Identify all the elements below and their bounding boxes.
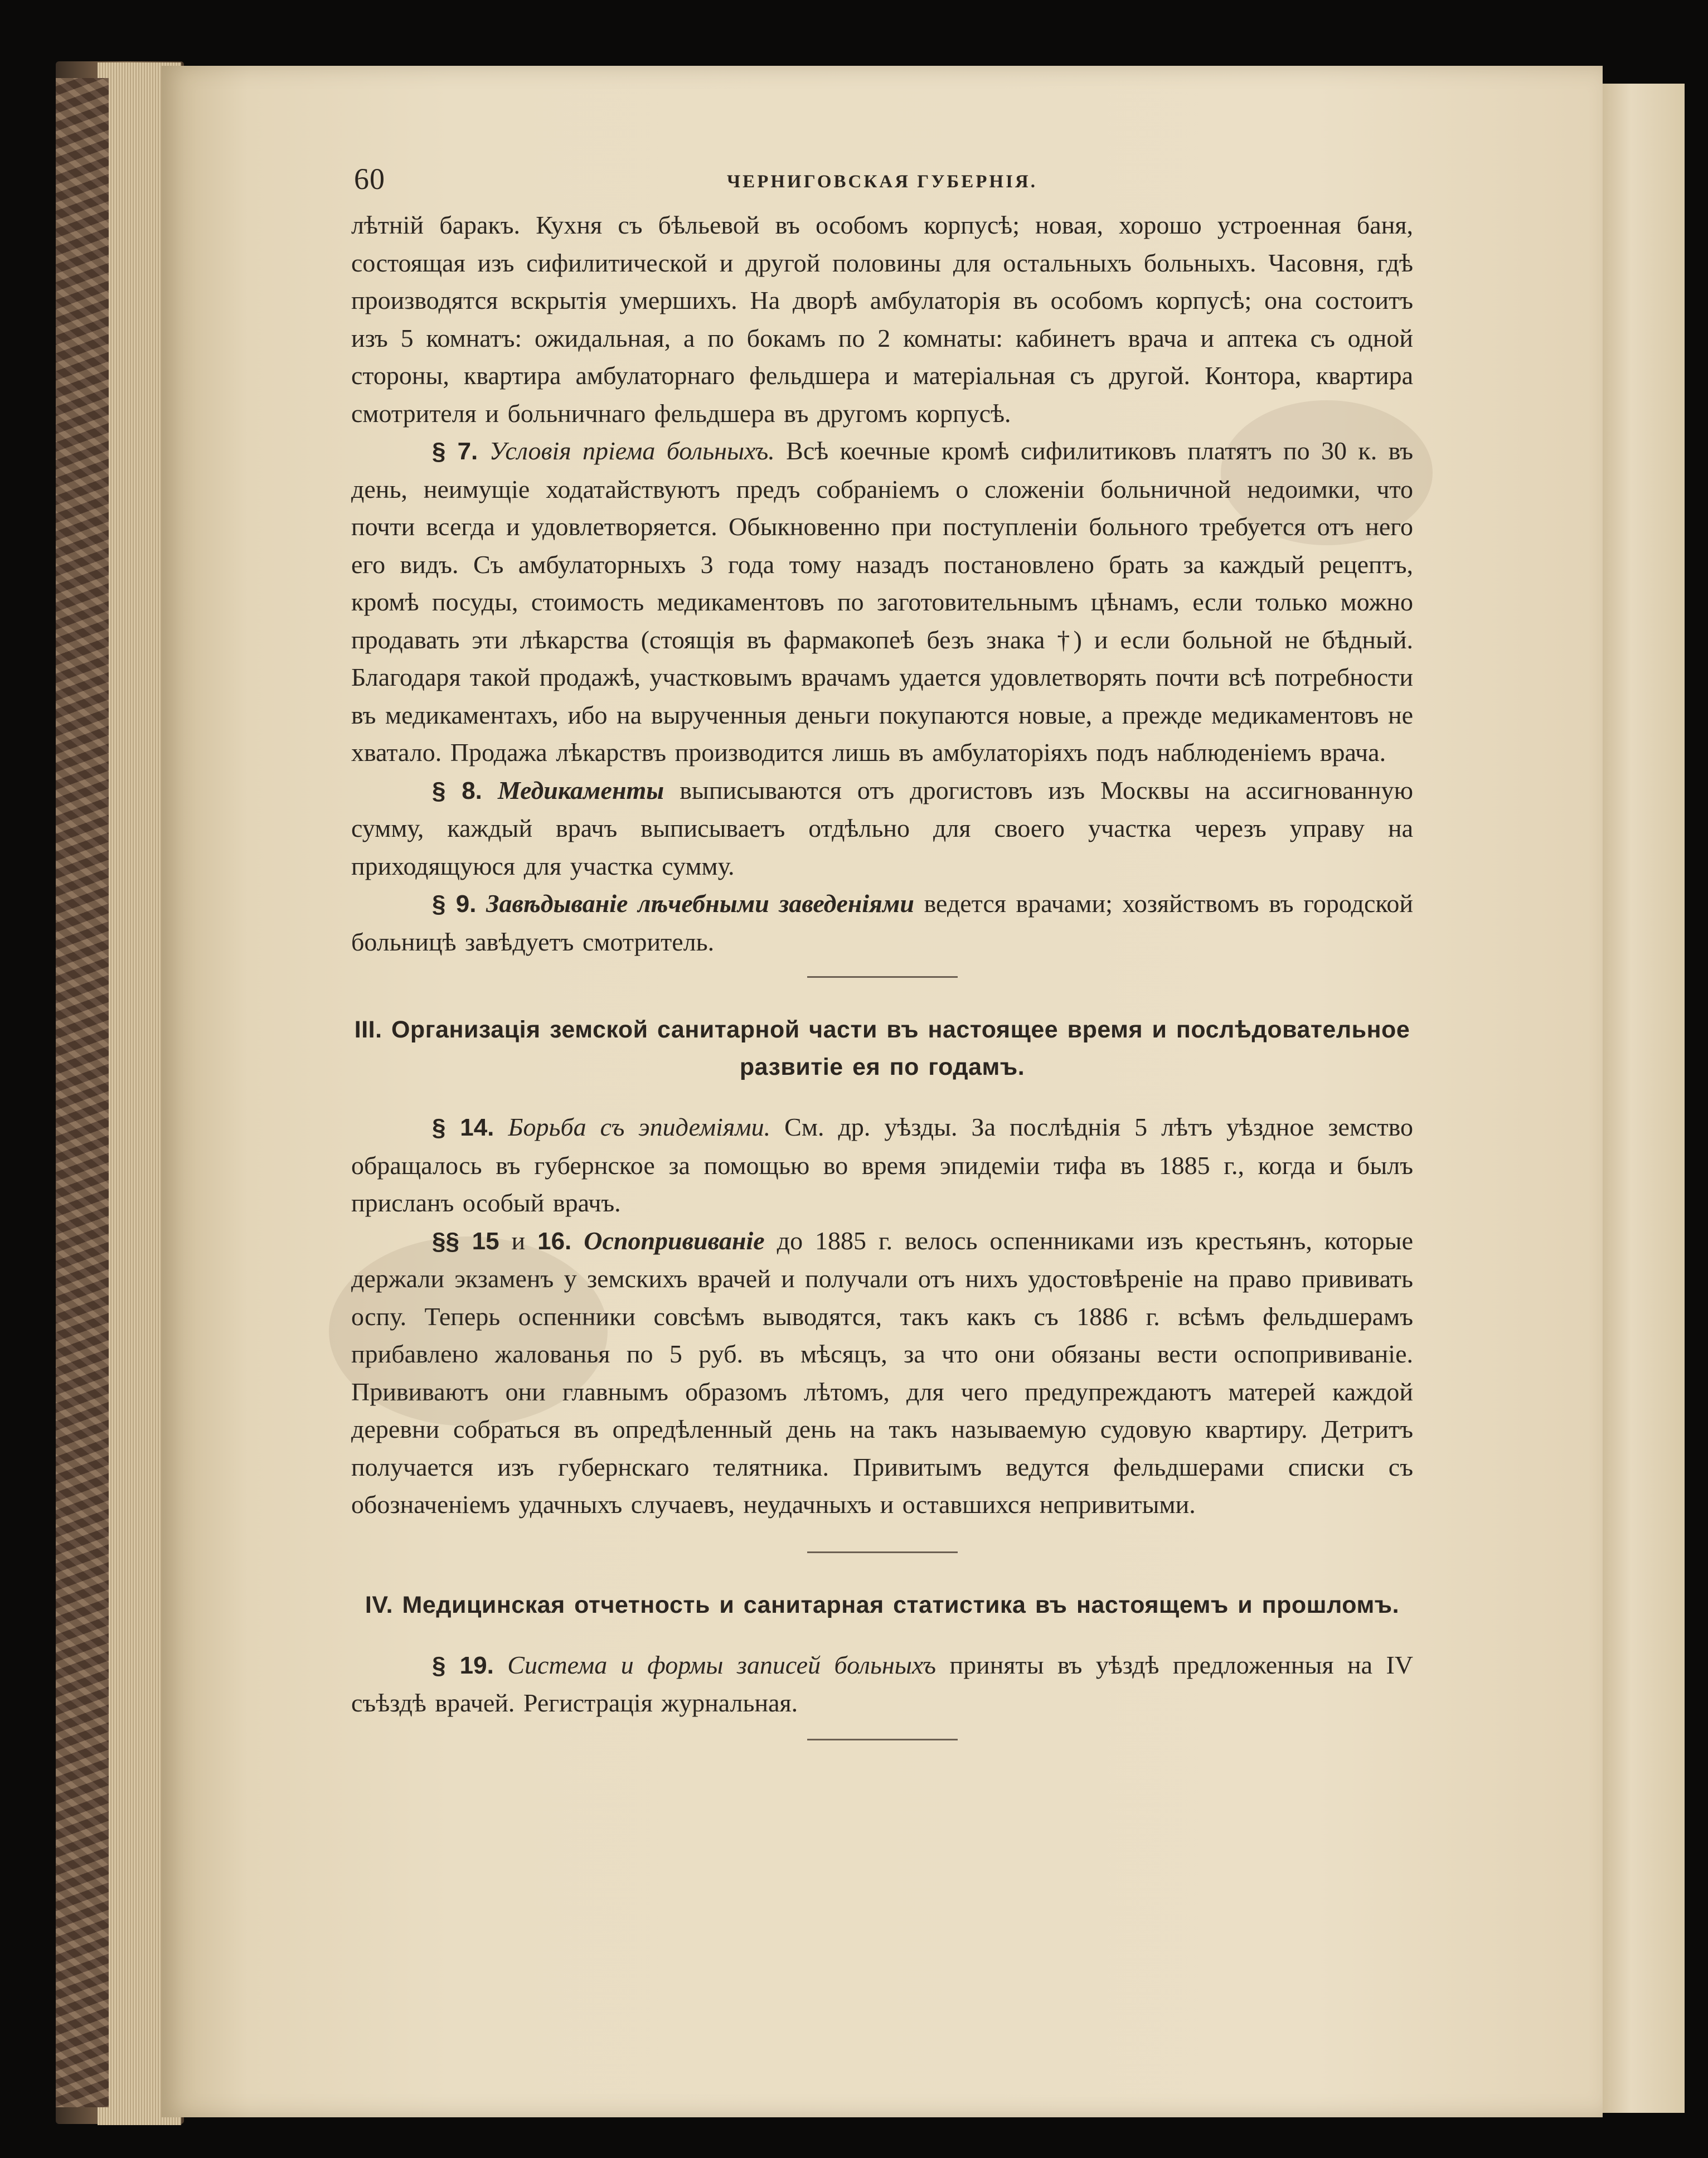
- section-text: Всѣ коечные кромѣ сифилитиковъ платятъ по 30 к. въ день, неимущіе ходатайствуютъ предъ собраніемъ о сложеніи больничной недоимки, что почти всегда и удовлетворяется. Обыкновенно при поступленіи больного требуется отъ него его видъ. Съ амбулаторныхъ 3 года тому назадъ постановлено брать за каждый рецептъ, кромѣ посуды, стоимость медикаментовъ по заготовительнымъ цѣнамъ, если только можно продавать эти лѣкарства (стоящія въ фармакопеѣ безъ знака †) и если больной не бѣдный. Благодаря такой продажѣ, участковымъ врачамъ удается удовлетворять почти всѣ потребности въ медикаментахъ, ибо на вырученныя деньги покупаются новые, а прежде медикаментовъ не хватало. Продажа лѣкарствъ производится лишь въ амбулаторіяхъ подъ наблюденіемъ врача.: [351, 437, 1413, 767]
- page-content: [351, 162, 1413, 1774]
- paragraph-text: лѣтній баракъ. Кухня съ бѣльевой въ особомъ корпусѣ; новая, хорошо устроенная баня, состоящая изъ сифилитической и другой половины для остальныхъ больныхъ. Часовня, гдѣ производятся вскрытія умершихъ. На дворѣ амбулаторія въ особомъ корпусѣ; она состоитъ изъ 5 комнатъ: ожидальная, а по бокамъ по 2 комнаты: кабинетъ врача и аптека съ одной стороны, квартира амбулаторнаго фельдшера и матеріальная съ другой. Контора, квартира смотрителя и больничнаго фельдшера въ другомъ корпусѣ.: [351, 211, 1413, 428]
- section-divider: [807, 976, 958, 978]
- page-number: 60: [354, 162, 385, 196]
- page-header: [351, 162, 1413, 206]
- section-divider: [807, 1739, 958, 1740]
- section-number: § 19.: [432, 1651, 494, 1679]
- facing-page: [1595, 84, 1685, 2113]
- section-title: Условія пріема больныхъ.: [489, 437, 775, 465]
- section-number: §§ 15: [432, 1227, 499, 1255]
- section-text: ведется врачами; хозяйствомъ въ городской больницѣ завѣдуетъ смотритель.: [351, 889, 1414, 956]
- section-14: [351, 1108, 1413, 1222]
- section-text: до 1885 г. велось оспенниками изъ крестьянъ, которые держали экзаменъ у земскихъ врачей и получали отъ нихъ удостовѣреніе на право прививать оспу. Теперь оспенники совсѣмъ выводятся, такъ какъ съ 1886 г. всѣмъ фельдшерамъ прибавлено жалованья по 5 руб. въ мѣсяцъ, за что они обязаны вести оспопрививаніе. Прививаютъ они главнымъ образомъ лѣтомъ, для чего предупреждаютъ матерей каждой деревни собраться въ опредѣленный день на такъ называемую судовую квартиру. Детритъ получается изъ губернскаго телятника. Привитымъ ведутся фельдшерами списки съ обозначеніемъ удачныхъ случаевъ, неудачныхъ и оставшихся непривитыми.: [351, 1226, 1414, 1519]
- section-title: Завѣдываніе лѣчебными заведеніями: [486, 889, 914, 918]
- marbled-cover: [56, 78, 109, 2107]
- section-number: § 8.: [432, 777, 482, 804]
- section-19: [351, 1646, 1413, 1722]
- section-title: Борьба съ эпидеміями.: [508, 1113, 771, 1141]
- running-head: ЧЕРНИГОВСКАЯ ГУБЕРНІЯ.: [726, 172, 1038, 192]
- section-text: выписываются отъ дрогистовъ изъ Москвы на ассигнованную сумму, каждый врачъ выписываетъ отдѣльно для своего участка черезъ управу на приходящуюся для участка сумму.: [351, 775, 1414, 880]
- section-15-16: [351, 1222, 1413, 1524]
- section-title: Оспопрививаніе: [584, 1226, 765, 1255]
- section-number: § 7.: [432, 438, 478, 465]
- section-8: [351, 772, 1413, 885]
- section-divider: [807, 1551, 958, 1553]
- section-title: Медикаменты: [497, 775, 664, 804]
- section-text: См. др. уѣзды. За послѣднія 5 лѣтъ уѣздное земство обращалось въ губернское за помощью во время эпидеміи тифа въ 1885 г., когда и былъ присланъ особый врачъ.: [351, 1113, 1413, 1217]
- section-number: § 9.: [432, 890, 477, 918]
- body-text: [351, 206, 1413, 1740]
- section-conjunction: и: [511, 1226, 526, 1255]
- section-text: приняты въ уѣздѣ предложенныя на IV съѣздѣ врачей. Регистрація журнальная.: [351, 1650, 1414, 1717]
- chapter-heading: III. Организація земской санитарной части въ настоящее время и послѣдовательное развитіе ея по годамъ.: [354, 1016, 1410, 1080]
- section-number: § 14.: [432, 1114, 494, 1141]
- paragraph-continuation: [351, 206, 1413, 432]
- section-title: Система и формы записей больныхъ: [507, 1650, 937, 1679]
- chapter-heading: IV. Медицинская отчетность и санитарная статистика въ настоящемъ и прошломъ.: [365, 1591, 1400, 1618]
- section-number: 16.: [537, 1227, 572, 1255]
- section-9: [351, 885, 1413, 961]
- section-7: [351, 432, 1413, 772]
